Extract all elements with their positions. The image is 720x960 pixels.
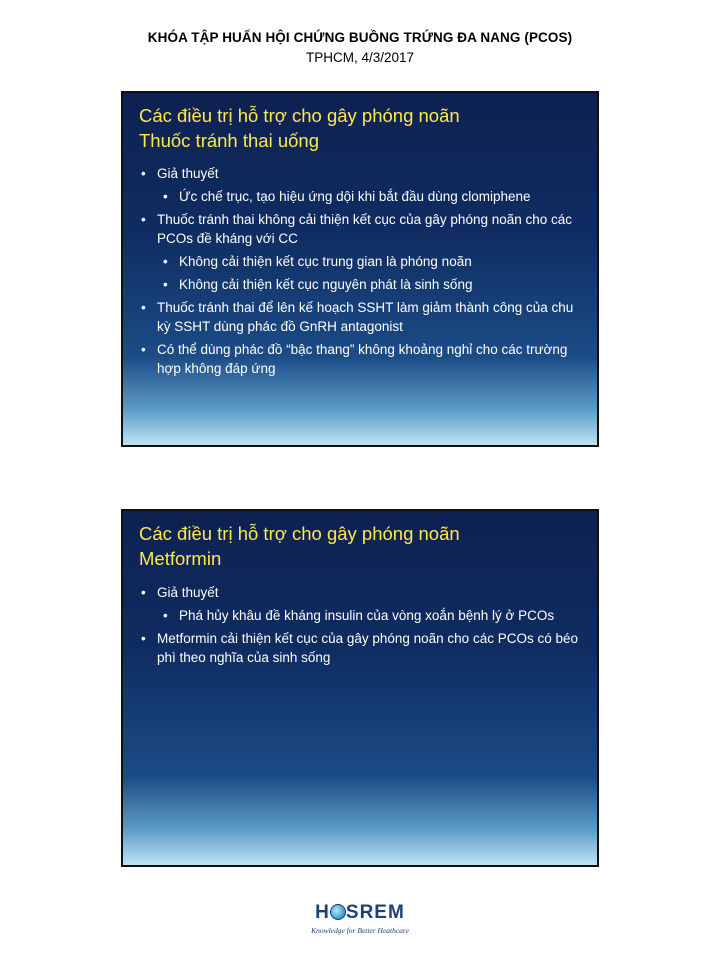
bullet-item: • Metformin cải thiện kết cục của gây phóng noãn cho các PCOs có béo phì theo nghĩa của sinh sống: [141, 631, 578, 665]
bullet-item: • Ức chế trục, tạo hiệu ứng dội khi bắt đầu dùng clomiphene: [163, 189, 531, 204]
slide-title-line1: Các điều trị hỗ trợ cho gây phóng noãn: [139, 105, 460, 126]
course-title: KHÓA TẬP HUẤN HỘI CHỨNG BUỒNG TRỨNG ĐA NANG (PCOS): [147, 30, 573, 45]
bullet-item: • Thuốc tránh thai để lên kế hoạch SSHT làm giảm thành công của chu kỳ SSHT dùng phác đồ GnRH antagonist: [141, 300, 574, 334]
slide-title: [139, 521, 460, 571]
bullet-item: • Phá hủy khâu đề kháng insulin của vòng xoắn bệnh lý ở PCOs: [163, 608, 555, 623]
bullet-dot-icon: •: [163, 189, 168, 204]
bullet-item: • Không cải thiện kết cục trung gian là phóng noãn: [163, 254, 472, 269]
bullet-item: • Giả thuyết: [141, 585, 219, 600]
slide-title-line2: Metformin: [139, 548, 222, 569]
logo-wordmark: H SREM: [315, 902, 405, 923]
bullet-list: [139, 583, 589, 671]
bullet-item: • Không cải thiện kết cục nguyên phát là sinh sống: [163, 277, 473, 292]
bullet-dot-icon: •: [141, 631, 146, 646]
bullet-item: • Giả thuyết: [141, 166, 219, 181]
bullet-item: • Có thể dùng phác đồ “bậc thang” không khoảng nghỉ cho các trường hợp không đáp ứng: [141, 342, 568, 376]
slide-metformin: [121, 509, 599, 867]
bullet-dot-icon: •: [163, 254, 168, 269]
hosrem-logo: [300, 902, 420, 935]
bullet-list: [139, 164, 589, 382]
bullet-dot-icon: •: [163, 608, 168, 623]
globe-icon: [330, 904, 346, 920]
bullet-dot-icon: •: [141, 585, 146, 600]
bullet-dot-icon: •: [141, 212, 146, 227]
slide-title: [139, 103, 460, 153]
slide-title-line1: Các điều trị hỗ trợ cho gây phóng noãn: [139, 523, 460, 544]
course-date: TPHCM, 4/3/2017: [305, 50, 415, 65]
slide-title-line2: Thuốc tránh thai uống: [139, 130, 319, 151]
slide-oral-contraceptives: [121, 91, 599, 447]
bullet-dot-icon: •: [163, 277, 168, 292]
bullet-dot-icon: •: [141, 300, 146, 315]
page-header: [0, 30, 720, 65]
bullet-dot-icon: •: [141, 166, 146, 181]
bullet-dot-icon: •: [141, 342, 146, 357]
bullet-item: • Thuốc tránh thai không cải thiện kết cục của gây phóng noãn cho các PCOs đề kháng với CC: [141, 212, 573, 246]
logo-tagline: Knowledge for Better Heathcare: [311, 926, 409, 935]
